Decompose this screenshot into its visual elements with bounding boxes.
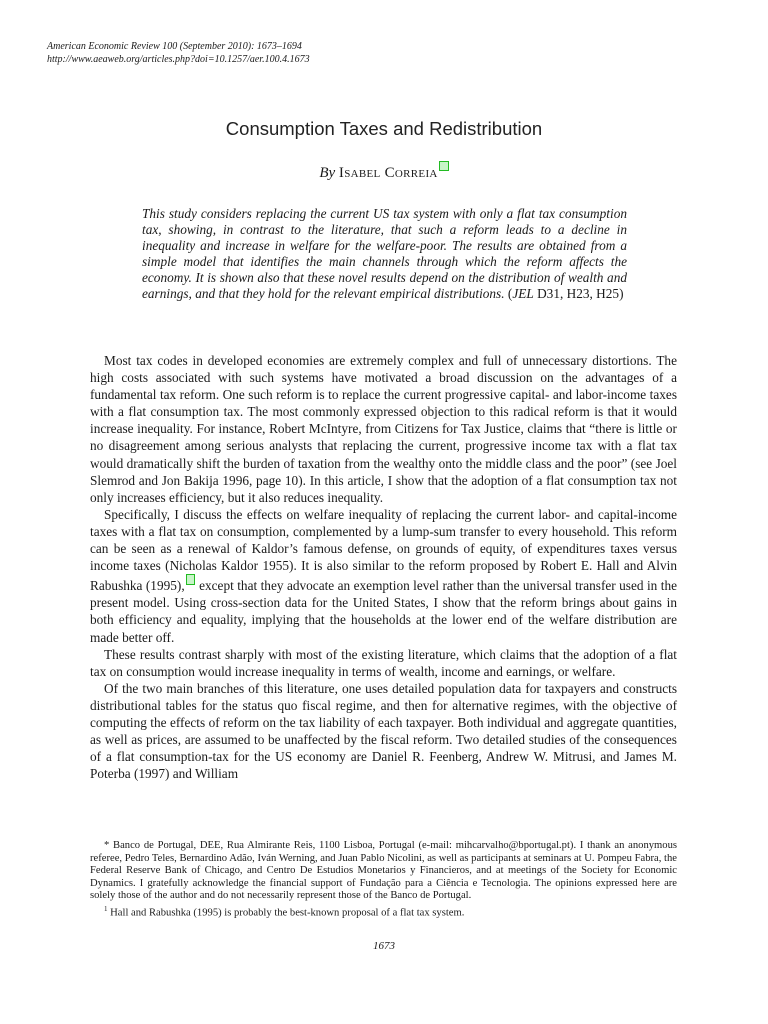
footnote-star (90, 840, 677, 903)
abstract (142, 206, 627, 302)
footnote-star-text: Banco de Portugal, DEE, Rua Almirante Reis, 1100 Lisboa, Portugal (e-mail: mihcarvalho@bportugal.pt). I thank an anonymous referee, Pedro Teles, Bernardino Adão, Iván Werning, and Juan Pablo Nicolini, as well as participants at seminars at U. Pompeu Fabra, the Federal Reserve Bank of Chicago, and Centro De Estudios Monetarios y Financieros, and at meetings of the Society for Economic Dynamics. I gratefully acknowledge the financial support of Fundação para a Ciência e Tecnologia. The opinions expressed here are solely those of the author and do not necessarily represent those of the Banco de Portugal. (90, 840, 677, 902)
article-url[interactable]: http://www.aeaweb.org/articles.php?doi=10.1257/aer.100.4.1673 (47, 54, 310, 65)
abstract-text: This study considers replacing the current US tax system with only a flat tax consumption tax, showing, in contrast to the literature, that such a reform leads to a decline in inequality and increase in welfare for the welfare-poor. The results are obtained from a simple model that identifies the main channels through which the reform affects the economy. It is shown also that these novel results depend on the distribution of wealth and earnings, and that they hold for the relevant empirical distributions. (142, 206, 627, 301)
footnote-1 (90, 903, 677, 920)
paragraph-2 (90, 506, 677, 646)
paragraph-2-part-b: except that they advocate an exemption level rather than the universal transfer used in the present model. Using cross-section data for the United States, I show that the reform brings about gains in both efficiency and equality, implying that the households at the lower end of the welfare distribution are made better off. (90, 578, 677, 645)
author-name: Isabel Correia (338, 165, 438, 181)
footnote-1-link-icon[interactable] (186, 574, 195, 585)
footnotes (90, 840, 677, 920)
journal-citation: American Economic Review 100 (September 2010): 1673–1694 (47, 41, 302, 52)
jel-open: ( (504, 286, 513, 301)
footnote-star-mark: * (104, 840, 110, 851)
paragraph-1: Most tax codes in developed economies are extremely complex and full of unnecessary distortions. The high costs associated with such systems have motivated a broad discussion on the advantages of a fundamental tax reform. One such reform is to replace the current progressive capital- and labor-income taxes with a flat consumption tax. The most commonly expressed objection to this radical reform is that it would increase inequality. For instance, Robert McIntyre, from Citizens for Tax Justice, claims that “there is little or no disagreement among serious analysts that replacing the current, progressive income tax with a flat tax would dramatically shift the burden of taxation from the wealthy onto the middle class and the poor” (see Joel Slemrod and Jon Bakija 1996, page 10). In this article, I show that the adoption of a flat consumption tax not only increases efficiency, but it also reduces inequality. (90, 353, 677, 505)
byline (0, 161, 768, 182)
author-note-link-icon[interactable] (439, 161, 449, 171)
footnote-1-mark: 1 (104, 904, 108, 913)
paragraph-3: These results contrast sharply with most of the existing literature, which claims that the adoption of a flat tax on consumption would increase inequality in terms of wealth, income and earnings, or welfare. (90, 646, 677, 679)
footnote-1-text: Hall and Rabushka (1995) is probably the best-known proposal of a flat tax system. (107, 907, 465, 919)
paragraph-4: Of the two main branches of this literature, one uses detailed population data for taxpayers and constructs distributional tables for the status quo fiscal regime, and then for alternative regimes, with the objective of computing the effects of reform on the tax liability of each taxpayer. Both individual and aggregate quantities, as well as prices, are assumed to be unaffected by the fiscal reform. Two detailed studies of the consequences of a flat consumption-tax for the US economy are Daniel R. Feenberg, Andrew W. Mitrusi, and James M. Poterba (1997) and William (90, 680, 677, 782)
byline-by: By (319, 165, 336, 181)
jel-label: JEL (512, 286, 534, 301)
article-title: Consumption Taxes and Redistribution (225, 118, 543, 139)
paragraph-2-part-a: Specifically, I discuss the effects on welfare inequality of replacing the current labor- and capital-income taxes with a flat tax on consumption, complemented by a lump-sum transfer to every household. This reform can be seen as a renewal of Kaldor’s famous defense, on grounds of equity, of expenditures taxes versus income taxes (Nicholas Kaldor 1955). It is also similar to the reform proposed by Robert E. Hall and Alvin Rabushka (1995), (90, 506, 677, 594)
jel-codes: D31, H23, H25) (533, 286, 624, 301)
body-text (90, 352, 677, 782)
journal-header (47, 40, 310, 66)
page-number: 1673 (373, 940, 395, 952)
